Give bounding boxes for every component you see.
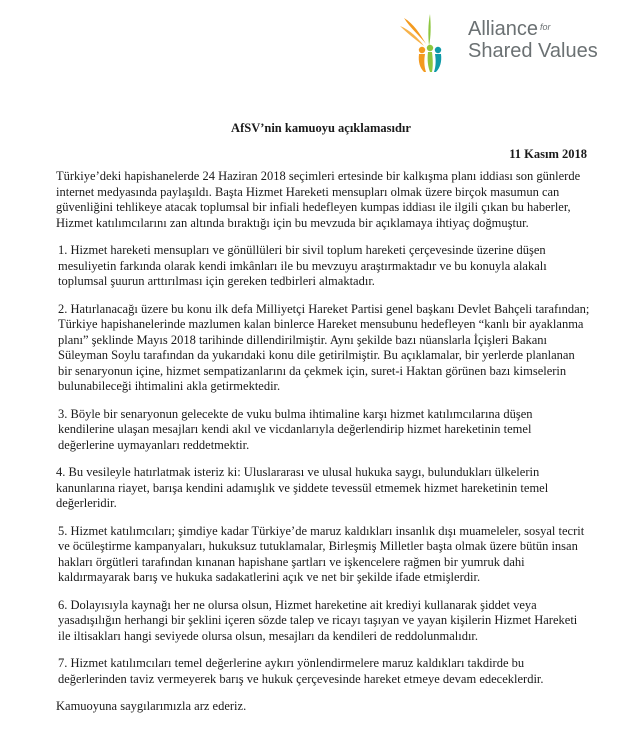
- logo-figure-icon: [398, 12, 462, 74]
- closing-line: Kamuoyuna saygılarımızla arz ederiz.: [56, 699, 247, 713]
- numbered-item-1: 1. Hizmet hareketi mensupları ve gönüllüleri bir sivil toplum hareketi çerçevesinde üzerine düşen mesuliyetin farkında olarak kendi imkânları ile bu mevzuyu araştırmaktadır ve bu konuyla alakalı toplumsal şuurun arttırılması için gereken tedbirleri almaktadır.: [58, 243, 547, 288]
- document-title: AfSV’nin kamuoyu açıklamasıdır: [231, 121, 411, 135]
- numbered-item-2: 2. Hatırlanacağı üzere bu konu ilk defa Milliyetçi Hareket Partisi genel başkanı Devlet Bahçeli tarafından; Türkiye hapishanelerinde mazlumen kalan binlerce Hareket mensubunu hedefleyen “kanlı bir ayaklanma planı” şeklinde Mayıs 2018 tarihinde dillendirilmiştir. Aynı şekilde bazı nüanslarla İçişleri Bakanı Süleyman Soylu tarafından da yukarıdaki konu dile getirilmiştir. Bu açıklamalar, bir yerlerde planlanan bir senaryonun içine, hizmet sempatizanlarını da çekmek için, suret-i Haktan görünen bazı kimselerin bulunabileceği ihtimalini akla getirmektedir.: [58, 301, 590, 393]
- logo-wordmark: [468, 16, 598, 62]
- logo-line-shared-values: Shared Values: [468, 40, 598, 62]
- logo-line-alliance: Alliance: [468, 18, 539, 40]
- alliance-for-shared-values-logo: [398, 12, 608, 78]
- document-body: [56, 169, 590, 727]
- intro-paragraph: Türkiye’deki hapishanelerde 24 Haziran 2018 seçimleri ertesinde bir kalkışma planı iddiası son günlerde internet medyasında paylaşıldı. Başta Hizmet Hareketi mensupları olmak üzere birçok masumun can güvenliğini tehlikeye atacak toplumsal bir infiali hedefleyen kumpas iddiası ile ilgili çıkan bu haberler, Hizmet katılımcılarını zan altında bıraktığı için bu mevzuda bir açıklamaya ihtiyaç doğmuştur.: [56, 169, 581, 230]
- numbered-item-3: 3. Böyle bir senaryonun gelecekte de vuku bulma ihtimaline karşı hizmet katılımcılarına düşen kendilerine ulaşan mesajları kendi akıl ve vicdanlarıyla değerlendirip hizmet hareketinin temel değerlerine uymayanları reddetmektir.: [58, 406, 533, 452]
- document-date: 11 Kasım 2018: [509, 147, 587, 161]
- numbered-item-4: 4. Bu vesileyle hatırlatmak isteriz ki: Uluslararası ve ulusal hukuka saygı, bulundukları ülkelerin kanunlarına riayet, barışa kendini adamışlık ve şiddete tevessül etmemek hizmet hareketinin temel değerleridir.: [56, 465, 549, 510]
- numbered-item-5: 5. Hizmet katılımcıları; şimdiye kadar Türkiye’de maruz kaldıkları insanlık dışı muameleler, sosyal tecrit ve öcüleştirme kampanyaları, hukuksuz tutuklamalar, Birleşmiş Milletler başta olmak üzere bütün insan hakları örgütleri tarafından kınanan hapishane şartları ve işkencelere rağmen bir yumruk dahi kaldırmayarak barış ve hukuka sadakatlerini açık ve net bir şekilde ifade etmişlerdir.: [58, 523, 585, 584]
- numbered-item-7: 7. Hizmet katılımcıları temel değerlerine aykırı yönlendirmelere maruz kaldıkları takdirde bu değerlerinden taviz vermeyerek barış ve hukuk çerçevesinde hareket etmeye devam edeceklerdir.: [58, 656, 544, 686]
- numbered-item-6: 6. Dolayısıyla kaynağı her ne olursa olsun, Hizmet hareketine ait krediyi kullanarak şiddet veya yasadışılığın herhangi bir şeklini içeren sözde talep ve ricayı taşıyan ve yayan kişilerin Hizmet Hareketi ile iltisakları hangi seviyede olursa olsun, mesajları da kendileri de reddolunmalıdır.: [58, 597, 578, 643]
- logo-for: for: [540, 22, 551, 32]
